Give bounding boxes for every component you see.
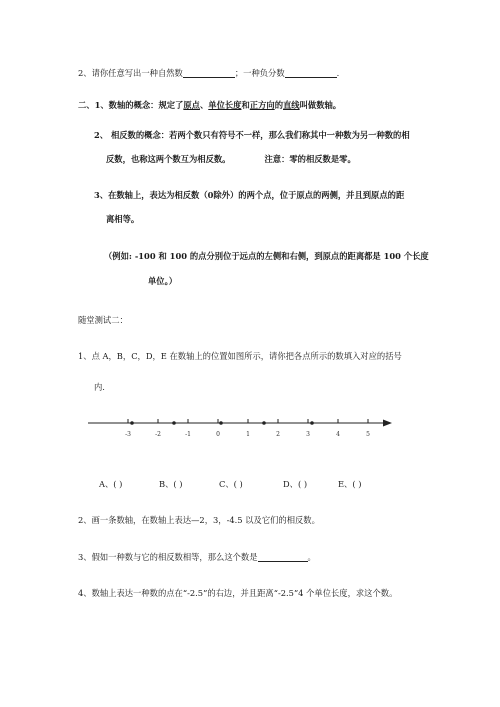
question-2-text-2: ；一种负分数 — [234, 68, 285, 78]
question-2-line — [78, 67, 339, 79]
test-4: 4、数轴上表达一种数的点在“-2.5”的右边，并且距离“-2.5”4 个单位长度，求这个数。 — [78, 588, 398, 598]
concept-origin: 原点 — [183, 100, 200, 110]
point-3-line-1: 3、在数轴上，表达为相反数（0除外）的两个点，位于原点的两侧，并且到原点的距 — [94, 190, 405, 200]
answer-d[interactable]: D、( ) — [283, 479, 308, 489]
concept-line: 直线 — [283, 100, 300, 110]
example-line-1: （例如: -100 和 100 的点分别位于远点的左侧和右侧，到原点的距离都是 100 个长度 — [104, 251, 429, 261]
concept-unit-length: 单位长度 — [208, 100, 242, 110]
test-3-text-1: 3、假如一种数与它的相反数相等，那么这个数是 — [78, 552, 258, 562]
point-3-line-2: 离相等。 — [106, 214, 140, 224]
test-1-line-2: 内. — [94, 382, 105, 392]
concept-direction: 正方向 — [249, 100, 275, 110]
tick-label: 1 — [246, 431, 250, 438]
tick-label: 2 — [276, 431, 280, 438]
point-e-dot — [310, 421, 314, 425]
number-line-figure — [88, 412, 393, 448]
point-b-dot — [172, 421, 176, 425]
opposite-concept-line-1: 2、 相反数的概念：若两个数只有符号不一样，那么我们称其中一种数为另一种数的相 — [94, 130, 410, 140]
tick-label: -2 — [155, 431, 161, 438]
point-d-dot — [262, 421, 266, 425]
test-1-line-1: 1、点 A，B，C，D，E 在数轴上的位置如图所示，请你把各点所示的数填入对应的括号 — [78, 351, 402, 361]
point-a-dot — [130, 421, 134, 425]
negative-fraction-blank[interactable] — [285, 67, 337, 78]
number-line-concept — [78, 99, 341, 111]
section-title: 随堂测试二： — [78, 315, 128, 325]
concept-of: 的 — [274, 100, 283, 110]
opposite-concept-line-2 — [106, 153, 356, 165]
tick-label: 4 — [336, 431, 340, 438]
tick-label: 5 — [366, 431, 370, 438]
opposite-concept-text: 反数，也称这两个数互为相反数。 — [106, 154, 231, 164]
question-2-text-1: 2、请你任意写出一种自然数 — [78, 68, 183, 78]
tick-label: 0 — [216, 431, 220, 438]
example-line-2: 单位。） — [148, 276, 178, 286]
answer-c[interactable]: C、( ) — [219, 479, 243, 489]
answer-a[interactable]: A、( ) — [99, 479, 123, 489]
concept-tail: 叫做数轴。 — [299, 100, 342, 110]
point-c-dot — [219, 421, 223, 425]
test-2: 2、画一条数轴，在数轴上表达—2，3，-4.5 以及它们的相反数。 — [78, 515, 320, 525]
concept-separator-2: 和 — [241, 100, 250, 110]
concept-heading: 二、1、数轴的概念：规定了 — [78, 100, 184, 110]
opposite-zero-note: 注意：零的相反数是零。 — [264, 154, 356, 164]
tick-label: -3 — [125, 431, 131, 438]
tick-label: 3 — [306, 431, 310, 438]
answer-e[interactable]: E、( ) — [338, 479, 362, 489]
natural-number-blank[interactable] — [183, 67, 235, 78]
answer-b[interactable]: B、( ) — [159, 479, 183, 489]
number-line-arrow — [383, 420, 392, 427]
test-3-text-2: 。 — [307, 552, 316, 562]
tick-label: -1 — [185, 431, 191, 438]
test-3-blank[interactable] — [258, 551, 308, 562]
question-2-text-3: . — [336, 68, 340, 78]
test-3-line — [78, 551, 316, 563]
concept-separator-1: 、 — [199, 100, 209, 110]
